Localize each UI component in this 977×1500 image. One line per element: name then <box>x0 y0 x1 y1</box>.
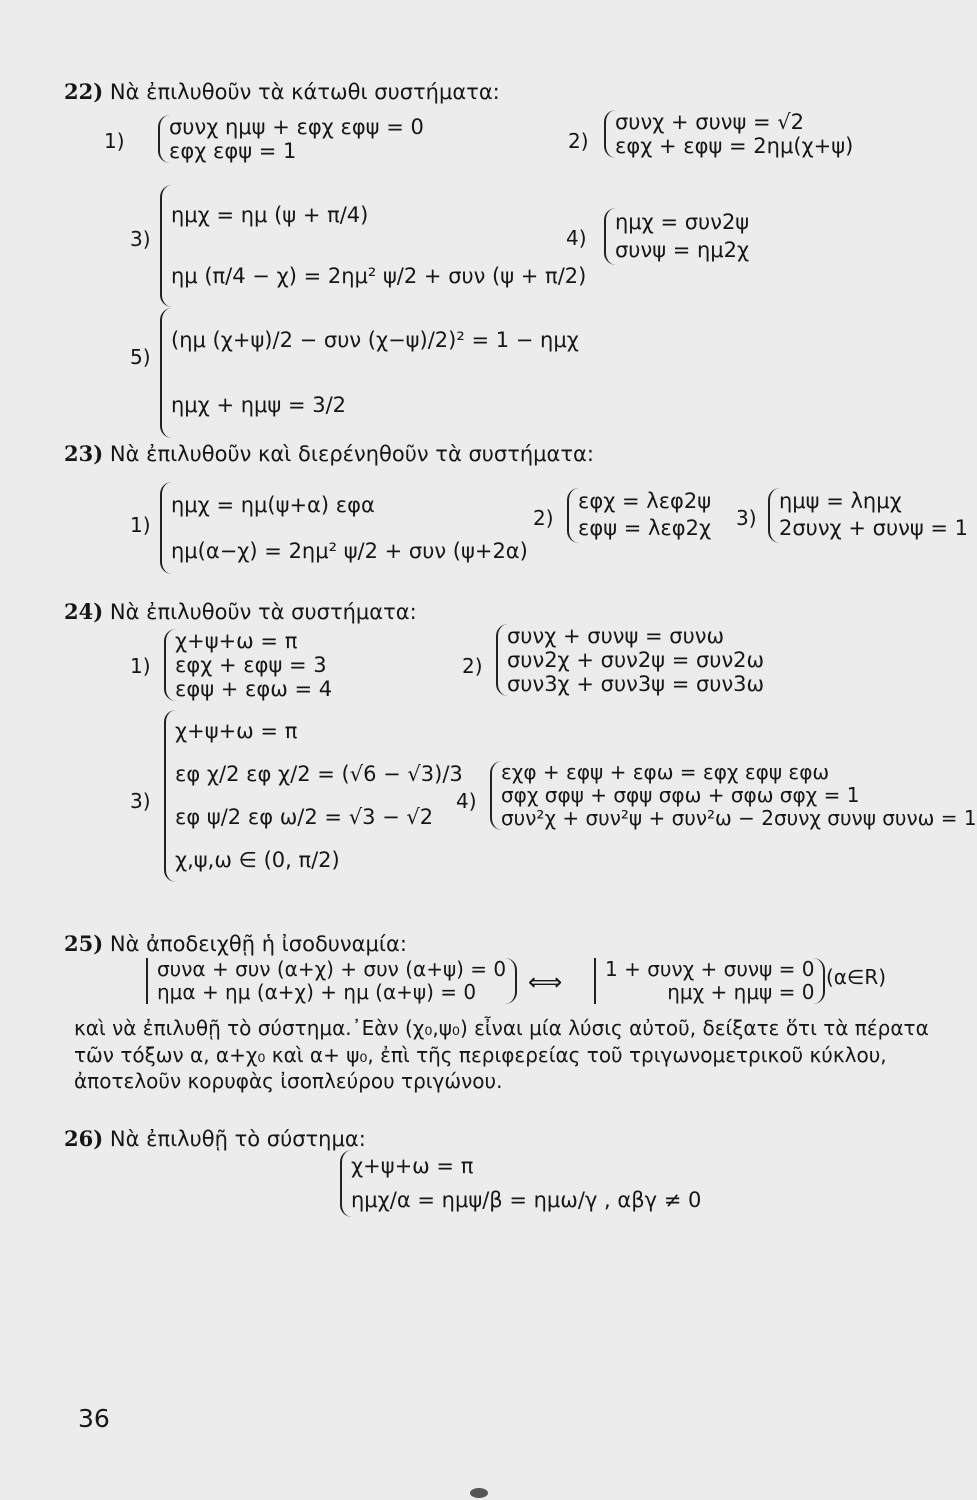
system-label: 4) <box>456 789 477 813</box>
system-label: 1) <box>130 654 151 678</box>
equation: συνχ ημψ + εφχ εφψ = 0 <box>169 115 424 139</box>
equation: εφψ = λεφ2χ <box>578 516 712 541</box>
system-24-3 <box>164 710 463 882</box>
equation: συνα + συν (α+χ) + συν (α+ψ) = 0 <box>157 957 507 981</box>
system-label: 3) <box>736 506 757 530</box>
equation: συν²χ + συν²ψ + συν²ω − 2συνχ συνψ συνω = 1 <box>501 806 977 830</box>
ink-blot <box>470 1488 488 1498</box>
equation: 2συνχ + συνψ = 1 <box>779 516 968 541</box>
equation: χ,ψ,ω ∈ (0, π/2) <box>175 848 340 873</box>
system-label: 2) <box>462 654 483 678</box>
equation: ημχ = ημ(ψ+α) εφα <box>171 493 375 517</box>
system-24-2 <box>496 624 764 696</box>
system-label: 5) <box>130 345 151 369</box>
system-25-left <box>146 958 517 1004</box>
system-22-1 <box>158 115 424 163</box>
equation: 1 + συνχ + συνψ = 0 <box>605 957 815 981</box>
equation: εφ ψ/2 εφ ω/2 = √3 − √2 <box>175 805 434 830</box>
system-label: 2) <box>568 129 589 153</box>
equation: ημχ = ημ (ψ + π/4) <box>171 203 369 227</box>
equation: εφχ + εφψ = 2ημ(χ+ψ) <box>615 134 854 159</box>
system-23-2 <box>567 488 711 543</box>
system-23-1 <box>160 482 528 574</box>
equation: ημχ + ημψ = 0 <box>667 980 815 1004</box>
system-label: 3) <box>130 227 151 251</box>
system-22-2 <box>604 110 853 158</box>
system-22-3 <box>160 185 586 307</box>
equation: ημ (π/4 − χ) = 2ημ² ψ/2 + συν (ψ + π/2) <box>171 263 587 288</box>
equation: εφψ + εφω = 4 <box>175 677 333 702</box>
system-26 <box>340 1150 701 1217</box>
problem-24-heading: 24) Νὰ ἐπιλυθοῦν τὰ συστήματα: <box>64 599 417 624</box>
system-label: 4) <box>566 226 587 250</box>
system-23-3 <box>768 488 968 543</box>
problem-26-heading: 26) Νὰ ἐπιλυθῇ τὸ σύστημα: <box>64 1126 366 1151</box>
system-22-5 <box>160 308 579 438</box>
equivalence-arrow: ⟺ <box>528 968 563 996</box>
equation: σφχ σφψ + σφψ σφω + σφω σφχ = 1 <box>501 783 860 807</box>
equation: ημχ = συν2ψ <box>615 210 750 234</box>
system-label: 1) <box>130 513 151 537</box>
equation: ημ(α−χ) = 2ημ² ψ/2 + συν (ψ+2α) <box>171 539 528 564</box>
problem-22-heading: 22) Νὰ ἐπιλυθοῦν τὰ κάτωθι συστήματα: <box>64 79 500 104</box>
problem-25-heading: 25) Νὰ ἀποδειχθῇ ἡ ἰσοδυναμία: <box>64 931 407 956</box>
equation: συν3χ + συν3ψ = συν3ω <box>507 672 765 697</box>
equation: (ημ (χ+ψ)/2 − συν (χ−ψ)/2)² = 1 − ημχ <box>171 328 579 352</box>
equation: εφχ = λεφ2ψ <box>578 489 712 513</box>
equation: συνχ + συνψ = √2 <box>615 110 804 134</box>
page-number: 36 <box>78 1404 110 1433</box>
equation: ημχ/α = ημψ/β = ημω/γ , αβγ ≠ 0 <box>351 1187 702 1212</box>
equation: εφχ εφψ = 1 <box>169 139 297 164</box>
equation: χ+ψ+ω = π <box>175 719 298 743</box>
equation: εφχ + εφψ = 3 <box>175 653 327 678</box>
system-24-4 <box>490 761 977 830</box>
problem-23-heading: 23) Νὰ ἐπιλυθοῦν καὶ διερένηθοῦν τὰ συστήματα: <box>64 441 594 466</box>
problem-25-text: καὶ νὰ ἐπιλυθῇ τὸ σύστημα.᾿Εὰν (χ₀,ψ₀) εἶναι μία λύσις αὐτοῦ, δείξατε ὅτι τὰ πέρατα τῶν τόξων α, α+χ₀ καὶ α+ ψ₀, ἐπὶ τῆς περιφερείας τοῦ τριγωνομετρικοῦ κύκλου, ἀποτελοῦν κορυφὰς ἰσοπλεύρου τριγώνου. <box>74 1016 929 1094</box>
system-label: 1) <box>104 129 125 153</box>
equation: συνψ = ημ2χ <box>615 238 750 263</box>
system-25-right <box>594 958 825 1004</box>
equation: ημα + ημ (α+χ) + ημ (α+ψ) = 0 <box>157 980 477 1004</box>
equation: εφ χ/2 εφ χ/2 = (√6 − √3)/3 <box>175 762 463 787</box>
system-24-1 <box>164 629 332 701</box>
equation: ημχ + ημψ = 3/2 <box>171 393 347 418</box>
system-label: 3) <box>130 789 151 813</box>
equation: συνχ + συνψ = συνω <box>507 624 725 648</box>
equation: χ+ψ+ω = π <box>351 1154 474 1178</box>
system-label: 2) <box>533 506 554 530</box>
condition: (α∈R) <box>826 965 887 989</box>
equation: ημψ = λημχ <box>779 489 902 513</box>
equation: εχφ + εφψ + εφω = εφχ εφψ εφω <box>501 760 830 784</box>
equation: χ+ψ+ω = π <box>175 629 298 653</box>
equation: συν2χ + συν2ψ = συν2ω <box>507 648 765 673</box>
system-22-4 <box>604 208 749 265</box>
